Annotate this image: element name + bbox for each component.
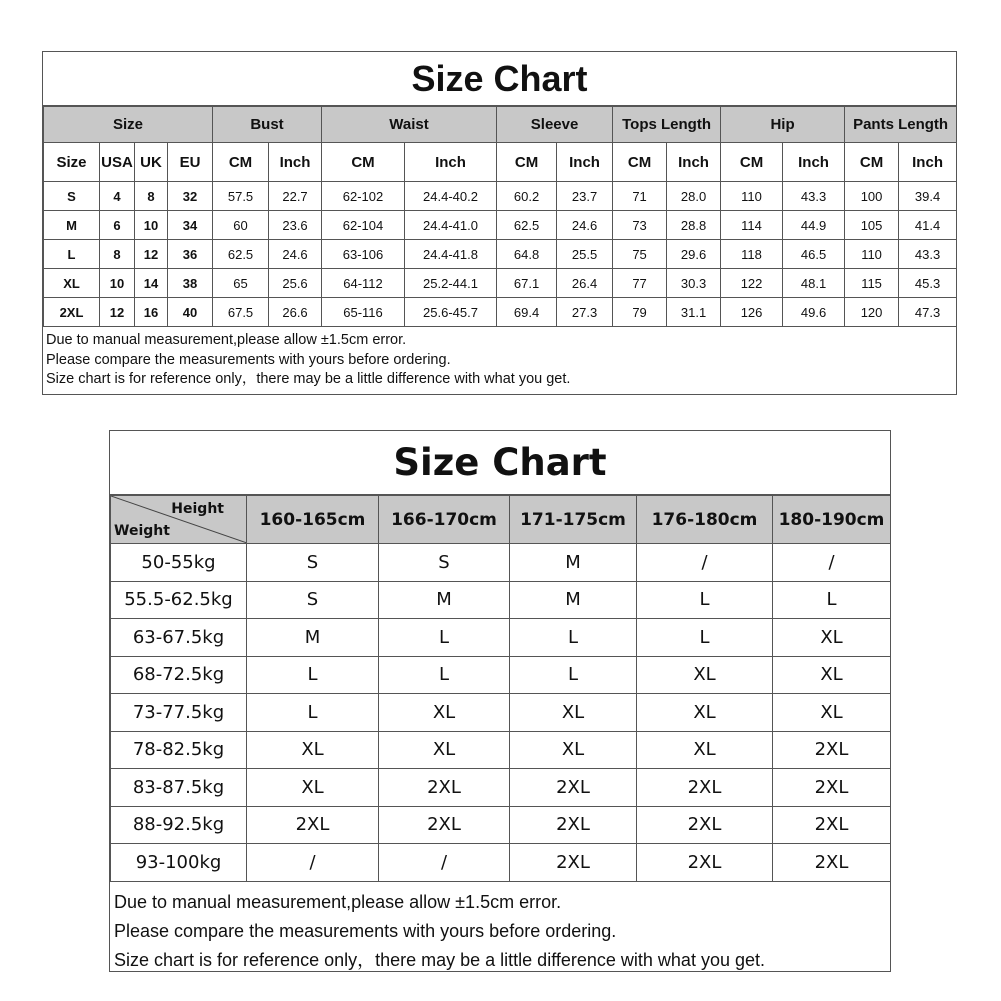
height-header: 180-190cm — [773, 496, 891, 544]
group-header-sleeve: Sleeve — [497, 107, 613, 143]
table-cell: 34 — [168, 211, 213, 240]
size-cell: L — [773, 581, 891, 619]
table-cell: 23.7 — [557, 182, 613, 211]
size-cell: 2XL — [773, 731, 891, 769]
table-cell: 79 — [613, 298, 667, 327]
weight-cell: 68-72.5kg — [111, 656, 247, 694]
size-cell: M — [247, 619, 379, 657]
table-cell: 62-102 — [322, 182, 405, 211]
note-line: Due to manual measurement,please allow ±1.5cm error. — [114, 891, 562, 912]
table-cell: 67.1 — [497, 269, 557, 298]
table-cell: 25.6 — [269, 269, 322, 298]
weight-cell: 88-92.5kg — [111, 806, 247, 844]
size-cell: XL — [637, 694, 773, 732]
size-cell: L — [379, 619, 510, 657]
chart-title: Size Chart — [110, 431, 890, 495]
table-row — [44, 240, 957, 269]
chart-notes — [43, 327, 956, 390]
height-weight-size-chart — [109, 430, 891, 972]
table-row — [111, 844, 891, 882]
size-cell: 2XL — [510, 844, 637, 882]
size-cell: XL — [773, 694, 891, 732]
table-cell: 110 — [845, 240, 899, 269]
weight-cell: 93-100kg — [111, 844, 247, 882]
table-row — [44, 211, 957, 240]
sub-header: Inch — [557, 143, 613, 182]
group-header-pants-length: Pants Length — [845, 107, 957, 143]
table-cell: 110 — [721, 182, 783, 211]
group-header-tops-length: Tops Length — [613, 107, 721, 143]
table-cell: 65 — [213, 269, 269, 298]
height-label: Height — [171, 501, 224, 517]
table-cell: 16 — [135, 298, 168, 327]
size-cell: 2XL — [773, 806, 891, 844]
size-cell: XL — [773, 619, 891, 657]
size-cell: 2XL — [637, 806, 773, 844]
table-row — [111, 806, 891, 844]
note-line: Please compare the measurements with yours before ordering. — [46, 351, 451, 368]
table-cell: 73 — [613, 211, 667, 240]
size-cell: L — [379, 656, 510, 694]
sub-header: CM — [213, 143, 269, 182]
table-cell: 29.6 — [667, 240, 721, 269]
table-cell: 44.9 — [783, 211, 845, 240]
size-cell: M — [379, 581, 510, 619]
table-cell: 41.4 — [899, 211, 957, 240]
table-cell: L — [44, 240, 100, 269]
measurement-size-chart — [42, 51, 957, 395]
sub-header: Inch — [783, 143, 845, 182]
table-cell: 32 — [168, 182, 213, 211]
table-cell: 77 — [613, 269, 667, 298]
chart-title: Size Chart — [43, 52, 956, 106]
table-cell: 115 — [845, 269, 899, 298]
table-row — [111, 731, 891, 769]
table-cell: 105 — [845, 211, 899, 240]
sub-header: EU — [168, 143, 213, 182]
sub-header: USA — [100, 143, 135, 182]
weight-cell: 55.5-62.5kg — [111, 581, 247, 619]
table-cell: 8 — [135, 182, 168, 211]
size-cell: M — [510, 544, 637, 582]
size-cell: 2XL — [773, 844, 891, 882]
table-cell: 126 — [721, 298, 783, 327]
table-cell: 30.3 — [667, 269, 721, 298]
table-cell: 6 — [100, 211, 135, 240]
size-cell: / — [247, 844, 379, 882]
size-cell: XL — [773, 656, 891, 694]
sub-header: Inch — [269, 143, 322, 182]
table-cell: 49.6 — [783, 298, 845, 327]
table-cell: 75 — [613, 240, 667, 269]
size-cell: XL — [637, 731, 773, 769]
size-cell: XL — [510, 694, 637, 732]
sub-header: CM — [721, 143, 783, 182]
size-cell: S — [379, 544, 510, 582]
table-cell: 24.4-41.0 — [405, 211, 497, 240]
size-cell: L — [637, 581, 773, 619]
table-cell: XL — [44, 269, 100, 298]
table-cell: 46.5 — [783, 240, 845, 269]
size-cell: 2XL — [637, 844, 773, 882]
size-cell: XL — [379, 731, 510, 769]
size-cell: XL — [247, 731, 379, 769]
sub-header: CM — [497, 143, 557, 182]
table-row — [44, 269, 957, 298]
size-cell: L — [510, 619, 637, 657]
table-cell: 40 — [168, 298, 213, 327]
size-cell: 2XL — [637, 769, 773, 807]
table-cell: 60.2 — [497, 182, 557, 211]
table-cell: 12 — [135, 240, 168, 269]
table-cell: 2XL — [44, 298, 100, 327]
chart-notes — [110, 882, 890, 975]
table-cell: 39.4 — [899, 182, 957, 211]
note-line: Please compare the measurements with yours before ordering. — [114, 920, 617, 941]
table-cell: 62.5 — [497, 211, 557, 240]
size-cell: 2XL — [247, 806, 379, 844]
sub-header: Inch — [899, 143, 957, 182]
table-row — [111, 544, 891, 582]
size-cell: S — [247, 544, 379, 582]
table-cell: 64-112 — [322, 269, 405, 298]
table-row — [111, 581, 891, 619]
weight-cell: 83-87.5kg — [111, 769, 247, 807]
table-row — [44, 182, 957, 211]
table-cell: 14 — [135, 269, 168, 298]
table-cell: 26.6 — [269, 298, 322, 327]
table-cell: 26.4 — [557, 269, 613, 298]
table-cell: 31.1 — [667, 298, 721, 327]
table-row — [111, 694, 891, 732]
table-cell: 62-104 — [322, 211, 405, 240]
height-header: 160-165cm — [247, 496, 379, 544]
table-cell: 45.3 — [899, 269, 957, 298]
table-cell: 25.5 — [557, 240, 613, 269]
table-cell: 22.7 — [269, 182, 322, 211]
table-cell: 36 — [168, 240, 213, 269]
sub-header: UK — [135, 143, 168, 182]
table-cell: 100 — [845, 182, 899, 211]
table-cell: 71 — [613, 182, 667, 211]
sub-header: Inch — [667, 143, 721, 182]
table-cell: 24.4-40.2 — [405, 182, 497, 211]
table-row — [44, 298, 957, 327]
table-cell: 114 — [721, 211, 783, 240]
measurement-table — [43, 106, 957, 327]
table-cell: 8 — [100, 240, 135, 269]
weight-cell: 78-82.5kg — [111, 731, 247, 769]
table-cell: 24.6 — [269, 240, 322, 269]
size-cell: S — [247, 581, 379, 619]
table-cell: 118 — [721, 240, 783, 269]
table-cell: M — [44, 211, 100, 240]
size-cell: 2XL — [510, 806, 637, 844]
sub-header: Size — [44, 143, 100, 182]
table-cell: 69.4 — [497, 298, 557, 327]
table-cell: 25.6-45.7 — [405, 298, 497, 327]
size-cell: L — [247, 694, 379, 732]
table-row — [111, 769, 891, 807]
table-cell: 120 — [845, 298, 899, 327]
table-cell: 10 — [100, 269, 135, 298]
size-cell: / — [637, 544, 773, 582]
table-cell: 57.5 — [213, 182, 269, 211]
table-cell: 4 — [100, 182, 135, 211]
table-cell: 122 — [721, 269, 783, 298]
size-cell: L — [510, 656, 637, 694]
size-cell: XL — [510, 731, 637, 769]
weight-cell: 50-55kg — [111, 544, 247, 582]
table-cell: 24.6 — [557, 211, 613, 240]
size-cell: / — [379, 844, 510, 882]
table-cell: 12 — [100, 298, 135, 327]
table-cell: 48.1 — [783, 269, 845, 298]
table-cell: 64.8 — [497, 240, 557, 269]
corner-header — [111, 496, 247, 544]
weight-cell: 73-77.5kg — [111, 694, 247, 732]
size-cell: L — [247, 656, 379, 694]
size-cell: 2XL — [379, 769, 510, 807]
note-line: Size chart is for reference only，there may be a little difference with what you get. — [114, 949, 765, 970]
table-cell: 23.6 — [269, 211, 322, 240]
table-cell: 10 — [135, 211, 168, 240]
group-header-hip: Hip — [721, 107, 845, 143]
table-cell: 25.2-44.1 — [405, 269, 497, 298]
table-cell: 62.5 — [213, 240, 269, 269]
table-cell: 43.3 — [783, 182, 845, 211]
table-cell: 65-116 — [322, 298, 405, 327]
weight-cell: 63-67.5kg — [111, 619, 247, 657]
group-header-waist: Waist — [322, 107, 497, 143]
table-row — [111, 656, 891, 694]
table-cell: 24.4-41.8 — [405, 240, 497, 269]
group-header-bust: Bust — [213, 107, 322, 143]
sub-header: CM — [845, 143, 899, 182]
table-cell: S — [44, 182, 100, 211]
table-cell: 27.3 — [557, 298, 613, 327]
table-cell: 43.3 — [899, 240, 957, 269]
table-cell: 47.3 — [899, 298, 957, 327]
size-cell: XL — [637, 656, 773, 694]
size-cell: XL — [379, 694, 510, 732]
note-line: Size chart is for reference only，there may be a little difference with what you get. — [46, 371, 571, 387]
height-header: 166-170cm — [379, 496, 510, 544]
table-cell: 63-106 — [322, 240, 405, 269]
note-line: Due to manual measurement,please allow ±1.5cm error. — [46, 332, 407, 348]
table-cell: 67.5 — [213, 298, 269, 327]
height-weight-table — [110, 495, 891, 882]
weight-label: Weight — [114, 523, 170, 539]
size-cell: L — [637, 619, 773, 657]
group-header-size: Size — [44, 107, 213, 143]
size-cell: / — [773, 544, 891, 582]
size-cell: XL — [247, 769, 379, 807]
sub-header: CM — [322, 143, 405, 182]
table-cell: 28.8 — [667, 211, 721, 240]
sub-header: Inch — [405, 143, 497, 182]
size-cell: 2XL — [510, 769, 637, 807]
table-cell: 28.0 — [667, 182, 721, 211]
table-cell: 38 — [168, 269, 213, 298]
size-cell: 2XL — [773, 769, 891, 807]
table-cell: 60 — [213, 211, 269, 240]
height-header: 171-175cm — [510, 496, 637, 544]
table-row — [111, 619, 891, 657]
height-header: 176-180cm — [637, 496, 773, 544]
sub-header: CM — [613, 143, 667, 182]
size-cell: M — [510, 581, 637, 619]
size-cell: 2XL — [379, 806, 510, 844]
